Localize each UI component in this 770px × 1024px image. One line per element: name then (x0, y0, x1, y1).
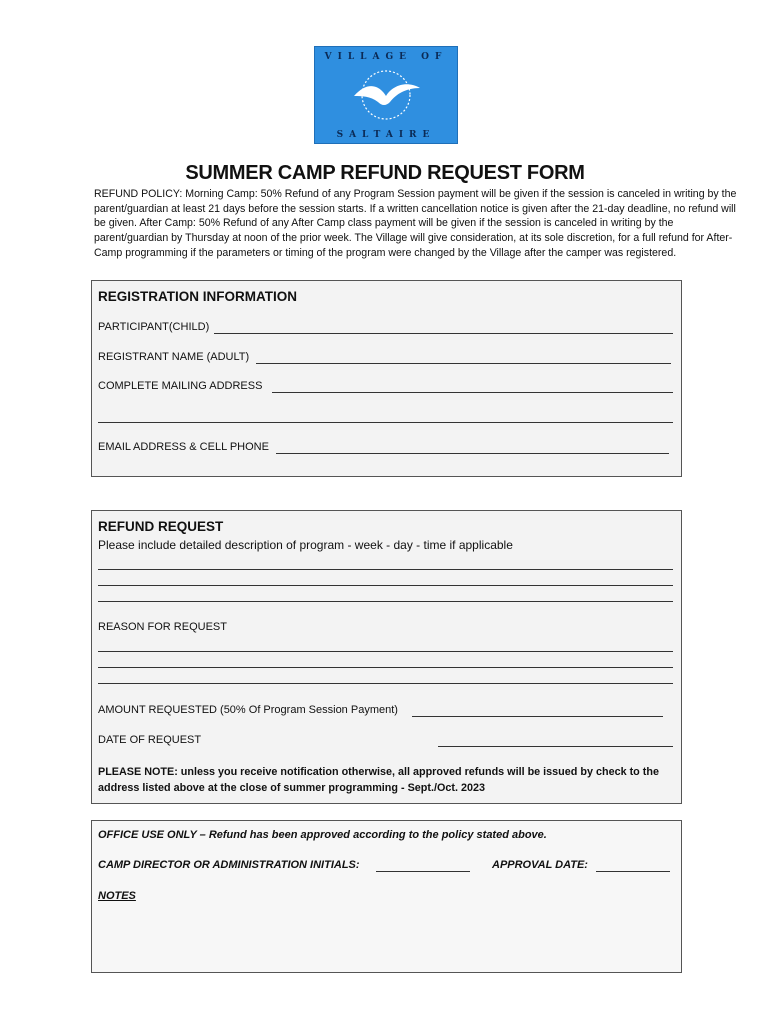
logo-bottom-text: SALTAIRE (336, 130, 436, 140)
program-description-line[interactable] (98, 601, 673, 602)
page-title: SUMMER CAMP REFUND REQUEST FORM (185, 162, 585, 184)
amount-label: AMOUNT REQUESTED (50% Of Program Session Payment) (98, 704, 398, 716)
approval-date-label: APPROVAL DATE: (492, 859, 588, 871)
refund-request-section (91, 510, 682, 804)
participant-field[interactable] (214, 333, 673, 334)
address-label: COMPLETE MAILING ADDRESS (98, 380, 263, 392)
village-logo (314, 46, 458, 144)
reason-label: REASON FOR REQUEST (98, 621, 227, 633)
amount-field[interactable] (412, 716, 663, 717)
email-phone-label: EMAIL ADDRESS & CELL PHONE (98, 441, 269, 453)
please-note-text: PLEASE NOTE: unless you receive notification otherwise, all approved refunds will be issued by check to the address listed above at the close of summer programming - Sept./Oct. 2023 (98, 766, 659, 794)
registration-heading: REGISTRATION INFORMATION (98, 289, 297, 304)
date-label: DATE OF REQUEST (98, 734, 202, 746)
registrant-field[interactable] (256, 363, 671, 364)
approval-date-field[interactable] (596, 871, 670, 872)
reason-line[interactable] (98, 683, 673, 684)
initials-field[interactable] (376, 871, 470, 872)
reason-line[interactable] (98, 667, 673, 668)
address-field-line-2[interactable] (98, 422, 673, 423)
registrant-label: REGISTRANT NAME (ADULT) (98, 351, 250, 363)
email-phone-field[interactable] (276, 453, 669, 454)
program-description-line[interactable] (98, 569, 673, 570)
office-use-section (91, 820, 682, 973)
office-use-text: OFFICE USE ONLY – Refund has been approved according to the policy stated above. (98, 829, 547, 841)
logo-top-text: VILLAGE OF (324, 52, 448, 62)
participant-label: PARTICIPANT(CHILD) (98, 321, 210, 333)
refund-heading: REFUND REQUEST (98, 519, 224, 534)
seagull-emblem-icon (346, 66, 426, 124)
refund-policy-text: REFUND POLICY: Morning Camp: 50% Refund of any Program Session payment will be given if the session is canceled in writing by the parent/guardian at least 21 days before the session starts. If a written cancellation notice is given after the 21-day deadline, no refund will be given. After Camp: 50% Refund of any After Camp class payment will be given if the session is canceled in writing by the parent/guardian by Thursday at noon of the prior week. The Village will give consideration, at its sole discretion, for a full refund for After-Camp programming if the parameters or timing of the program were changed by the Village after the camper was registered. (94, 188, 737, 259)
initials-label: CAMP DIRECTOR OR ADMINISTRATION INITIALS: (98, 859, 360, 871)
registration-section (91, 280, 682, 477)
address-field[interactable] (272, 392, 673, 393)
program-description-line[interactable] (98, 585, 673, 586)
date-field[interactable] (438, 746, 673, 747)
reason-line[interactable] (98, 651, 673, 652)
program-description-instructions: Please include detailed description of program - week - day - time if applicable (98, 538, 513, 552)
notes-label: NOTES (98, 890, 136, 902)
